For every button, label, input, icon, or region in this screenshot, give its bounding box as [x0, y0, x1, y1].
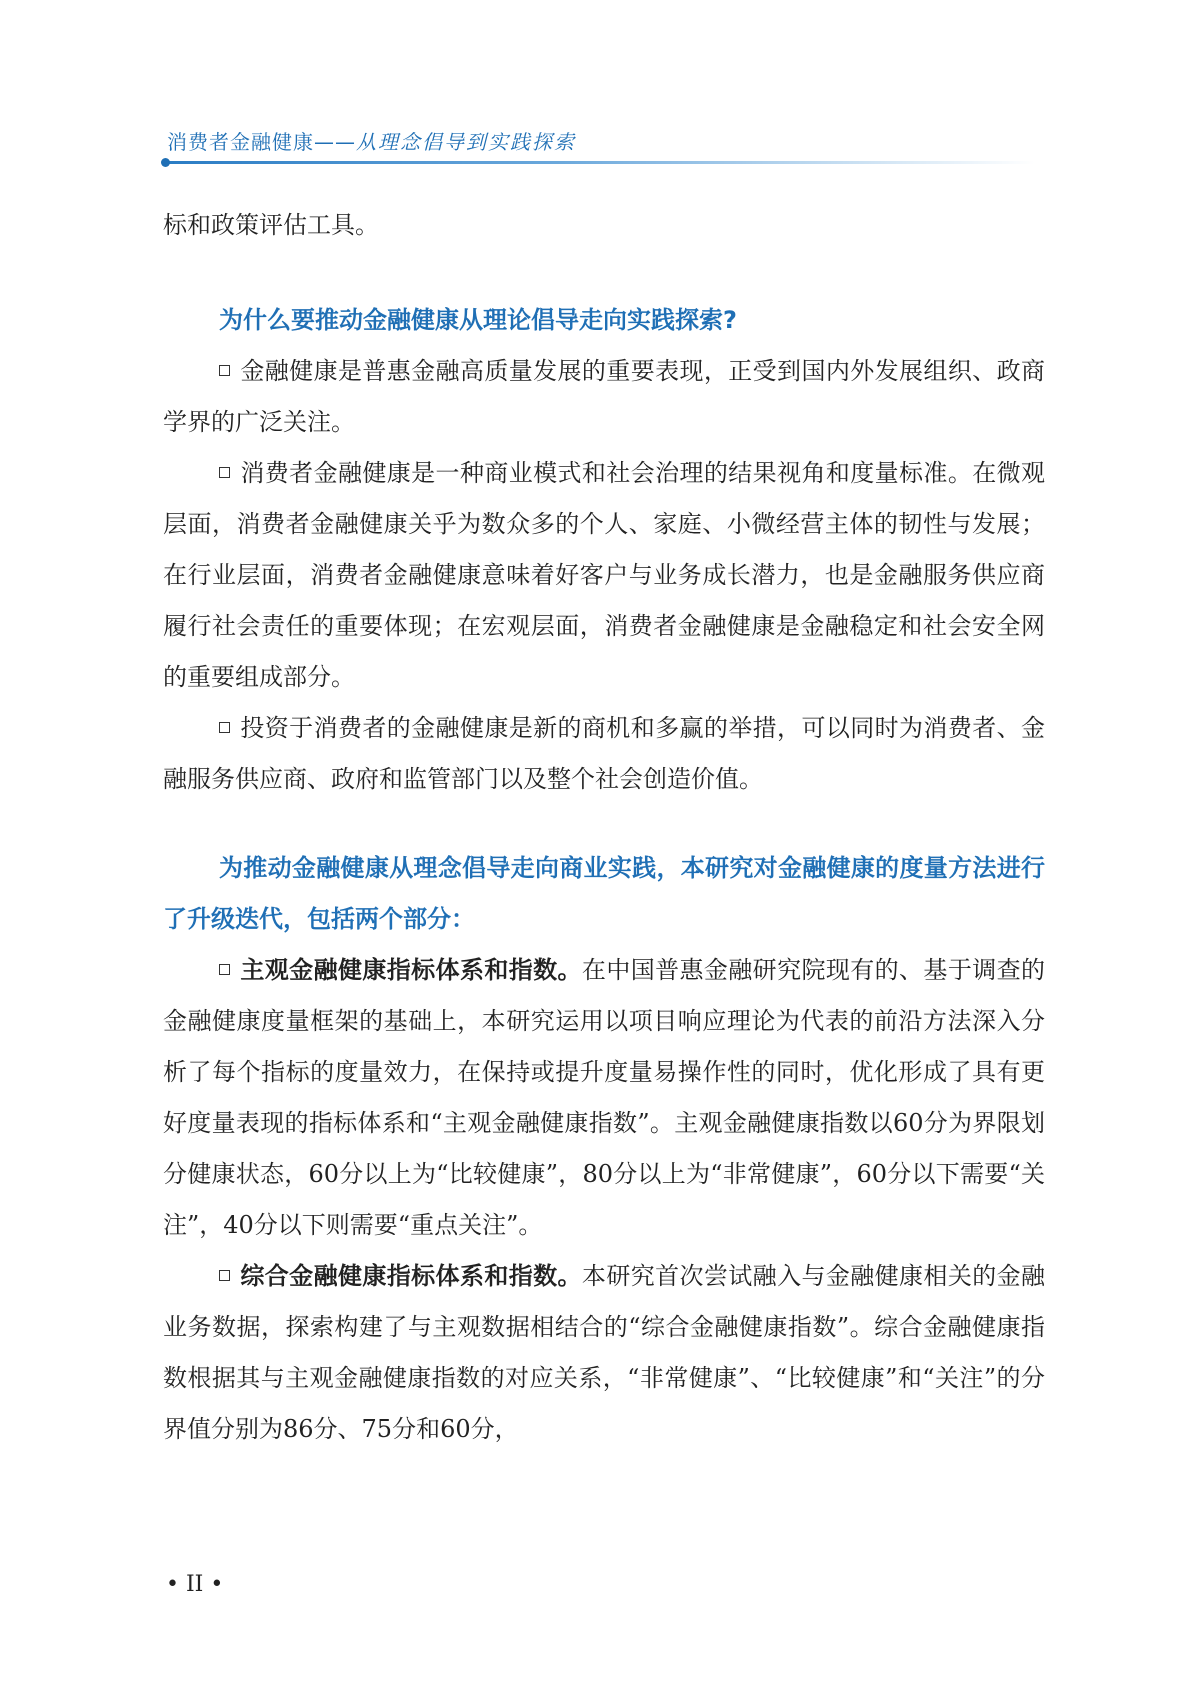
body-text: [163, 200, 1045, 1455]
bullet-paragraph: [163, 945, 1045, 1251]
checkbox-bullet-icon: [219, 964, 230, 975]
checkbox-bullet-icon: [219, 722, 230, 733]
bullet-paragraph: [163, 346, 1045, 448]
running-header: [165, 118, 1045, 168]
checkbox-bullet-icon: [219, 365, 230, 376]
bullet-paragraph: [163, 448, 1045, 703]
bullet-lead: 主观金融健康指标体系和指数。: [240, 956, 582, 984]
header-rule: [165, 161, 1035, 164]
bullet-paragraph: [163, 1251, 1045, 1455]
header-title: [167, 126, 576, 155]
bullet-text: 本研究首次尝试融入与金融健康相关的金融业务数据，探索构建了与主观数据相结合的“综合金融健康指数”。综合金融健康指数根据其与主观金融健康指数的对应关系，“非常健康”、“比较健康”和“关注”的分界值分别为86分、75分和60分，: [163, 1262, 1046, 1443]
header-title-sub: 从理念倡导到实践探索: [356, 130, 576, 154]
spacer: [163, 805, 1045, 843]
intro-continuation: 标和政策评估工具。: [163, 211, 379, 239]
checkbox-bullet-icon: [219, 467, 230, 478]
bullet-text: 金融健康是普惠金融高质量发展的重要表现，正受到国内外发展组织、政商学界的广泛关注。: [163, 357, 1045, 436]
bullet-lead: 综合金融健康指标体系和指数。: [240, 1262, 582, 1290]
page-number: • II •: [166, 1572, 224, 1597]
checkbox-bullet-icon: [219, 1270, 230, 1281]
spacer: [163, 251, 1045, 295]
bullet-paragraph: [163, 703, 1045, 805]
header-rule-dot: [161, 158, 170, 167]
header-title-dash: ——: [314, 130, 356, 154]
bullet-text: 消费者金融健康是一种商业模式和社会治理的结果视角和度量标准。在微观层面，消费者金融健康关乎为数众多的个人、家庭、小微经营主体的韧性与发展；在行业层面，消费者金融健康意味着好客户与业务成长潜力，也是金融服务供应商履行社会责任的重要体现；在宏观层面，消费者金融健康是金融稳定和社会安全网的重要组成部分。: [163, 459, 1045, 691]
bullet-text: 在中国普惠金融研究院现有的、基于调查的金融健康度量框架的基础上，本研究运用以项目响应理论为代表的前沿方法深入分析了每个指标的度量效力，在保持或提升度量易操作性的同时，优化形成了具有更好度量表现的指标体系和“主观金融健康指数”。主观金融健康指数以60分为界限划分健康状态，60分以上为“比较健康”，80分以上为“非常健康”，60分以下需要“关注”，40分以下则需要“重点关注”。: [163, 956, 1046, 1239]
header-title-main: 消费者金融健康: [167, 130, 314, 154]
section-heading-method: 为推动金融健康从理念倡导走向商业实践，本研究对金融健康的度量方法进行了升级迭代，包括两个部分：: [163, 854, 1045, 933]
section-heading-why: 为什么要推动金融健康从理论倡导走向实践探索?: [219, 306, 737, 334]
bullet-text: 投资于消费者的金融健康是新的商机和多赢的举措，可以同时为消费者、金融服务供应商、政府和监管部门以及整个社会创造价值。: [163, 714, 1045, 793]
